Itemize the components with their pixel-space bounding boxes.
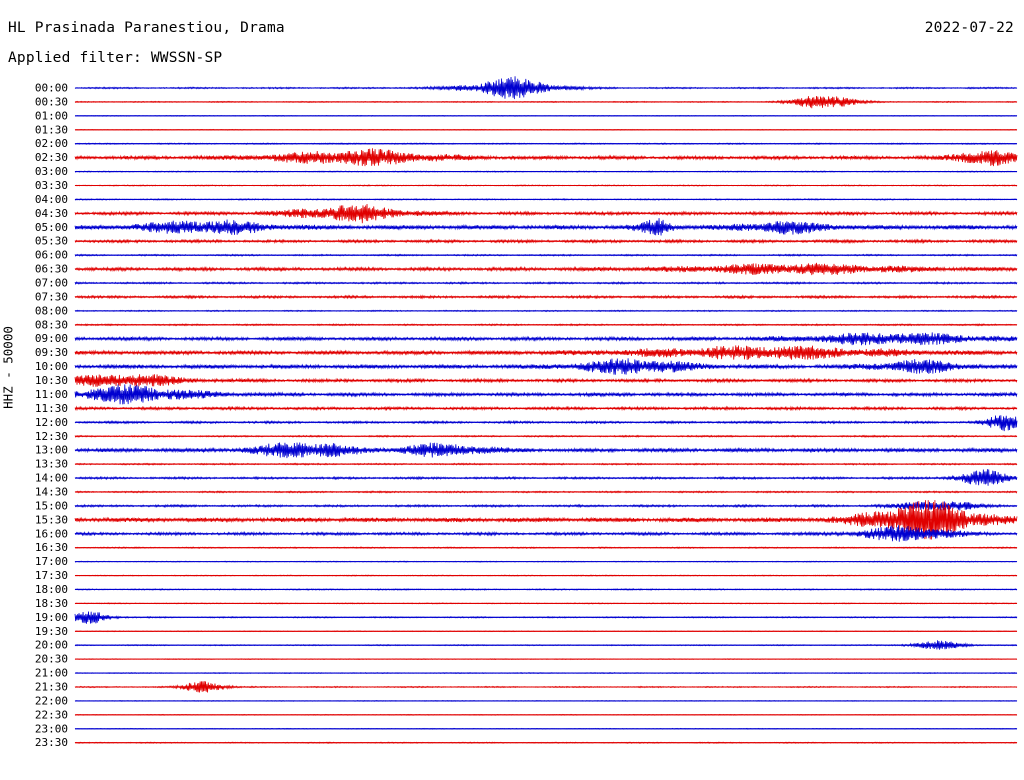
chart-date: 2022-07-22 bbox=[924, 20, 1014, 36]
helicorder-plot bbox=[0, 72, 1024, 780]
time-axis-label: 08:00 bbox=[34, 304, 68, 318]
trace-line bbox=[75, 415, 1017, 431]
time-axis-label: 08:30 bbox=[34, 318, 68, 332]
time-axis-label: 22:00 bbox=[34, 694, 68, 708]
time-axis-label: 11:00 bbox=[34, 387, 68, 401]
page-title: HL Prasinada Paranestiou, Drama bbox=[8, 20, 285, 36]
time-axis-label: 13:30 bbox=[34, 457, 68, 471]
time-axis-label: 15:00 bbox=[34, 499, 68, 513]
time-axis-label: 14:00 bbox=[34, 471, 68, 485]
time-axis-label: 23:00 bbox=[34, 722, 68, 736]
time-axis-label: 05:30 bbox=[34, 234, 68, 248]
time-axis-label: 10:00 bbox=[34, 360, 68, 374]
time-axis-label: 02:30 bbox=[34, 151, 68, 165]
helicorder-canvas bbox=[0, 72, 1024, 780]
time-axis-label: 13:00 bbox=[34, 443, 68, 457]
time-axis-label: 17:30 bbox=[34, 569, 68, 583]
time-axis-label: 09:00 bbox=[34, 332, 68, 346]
time-axis-label: 00:30 bbox=[34, 95, 68, 109]
time-axis-label: 19:30 bbox=[34, 624, 68, 638]
time-axis-label: 19:00 bbox=[34, 610, 68, 624]
time-axis-label: 06:30 bbox=[34, 262, 68, 276]
time-axis-label: 05:00 bbox=[34, 220, 68, 234]
time-axis-label: 10:30 bbox=[34, 374, 68, 388]
time-axis-label: 21:30 bbox=[34, 680, 68, 694]
time-axis-label: 17:00 bbox=[34, 555, 68, 569]
time-axis-label: 11:30 bbox=[34, 401, 68, 415]
time-axis-label: 23:30 bbox=[34, 736, 68, 750]
applied-filter-label: Applied filter: WWSSN-SP bbox=[8, 50, 223, 66]
time-axis-label: 22:30 bbox=[34, 708, 68, 722]
chart-header bbox=[0, 0, 1024, 72]
time-axis-label: 21:00 bbox=[34, 666, 68, 680]
time-axis-label: 16:30 bbox=[34, 541, 68, 555]
time-axis-label: 01:30 bbox=[34, 123, 68, 137]
time-axis-label: 01:00 bbox=[34, 109, 68, 123]
trace-line bbox=[75, 469, 1017, 486]
time-axis-label: 12:00 bbox=[34, 415, 68, 429]
time-axis-label: 07:00 bbox=[34, 276, 68, 290]
time-axis-label: 18:30 bbox=[34, 596, 68, 610]
time-axis-label: 04:30 bbox=[34, 206, 68, 220]
time-axis-label: 20:30 bbox=[34, 652, 68, 666]
time-axis-label: 07:30 bbox=[34, 290, 68, 304]
time-axis-label: 04:00 bbox=[34, 192, 68, 206]
time-axis-label: 15:30 bbox=[34, 513, 68, 527]
time-axis-label: 18:00 bbox=[34, 582, 68, 596]
time-axis-label: 03:30 bbox=[34, 179, 68, 193]
time-axis-label: 03:00 bbox=[34, 165, 68, 179]
time-axis-label: 02:00 bbox=[34, 137, 68, 151]
time-axis-label: 09:30 bbox=[34, 346, 68, 360]
time-axis-label: 00:00 bbox=[34, 81, 68, 95]
time-axis-label: 12:30 bbox=[34, 429, 68, 443]
y-axis-label: HHZ - 50000 bbox=[0, 326, 16, 409]
time-axis-label: 14:30 bbox=[34, 485, 68, 499]
time-axis-label: 16:00 bbox=[34, 527, 68, 541]
time-axis-label: 06:00 bbox=[34, 248, 68, 262]
time-axis-label: 20:00 bbox=[34, 638, 68, 652]
